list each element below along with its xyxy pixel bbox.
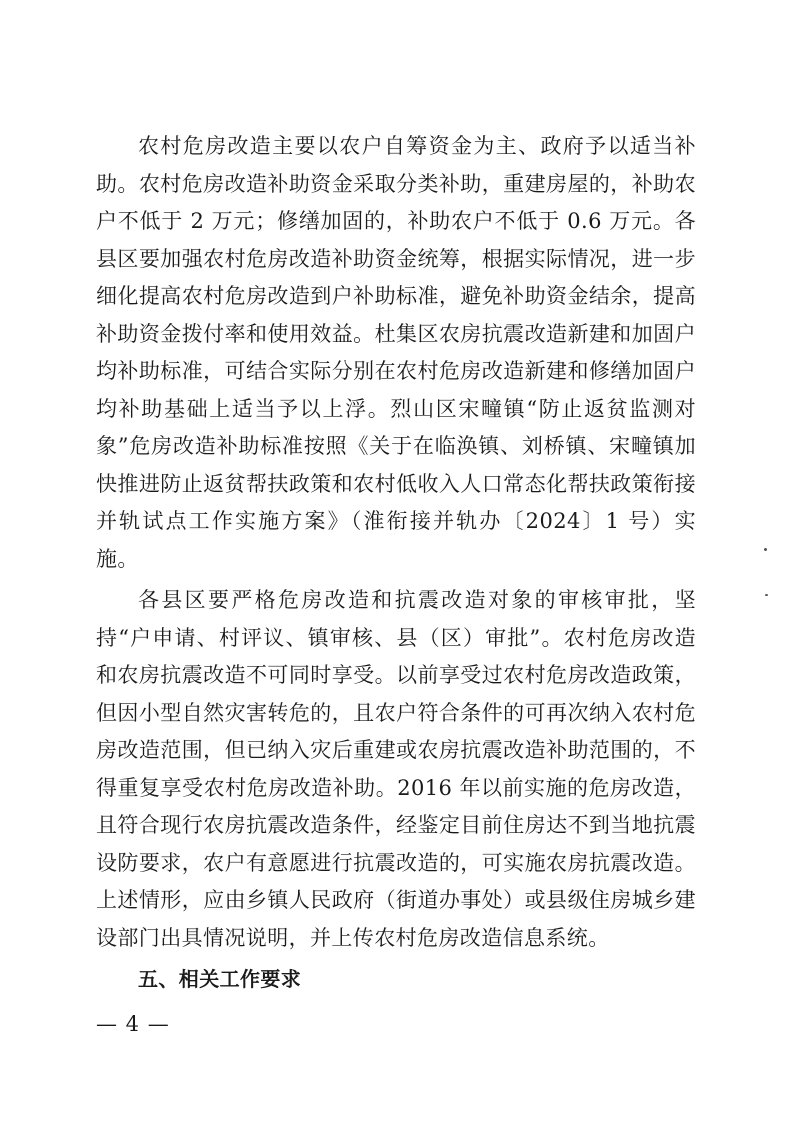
section-heading: 五、相关工作要求 [138,967,302,991]
scan-speck [764,548,767,551]
paragraph-approval-process: 各县区要严格危房改造和抗震改造对象的审核审批，坚持“户申请、村评议、镇审核、县（区）审批”。农村危房改造和农房抗震改造不可同时享受。以前享受过农村危房改造政策，但因小型自然灾害转危的，且农户符合条件的可再次纳入农村危房改造范围，但已纳入灾后重建或农房抗震改造补助范围的，不得重复享受农村危房改造补助。2016 年以前实施的危房改造，且符合现行农房抗震改造条件，经鉴定目前住房达不到当地抗震设防要求，农户有意愿进行抗震改造的，可实施农房抗震改造。上述情形，应由乡镇人民政府（街道办事处）或县级住房城乡建设部门出具情况说明，并上传农村危房改造信息系统。 [96,588,696,950]
document-body [96,128,696,999]
paragraph-subsidy-funding: 农村危房改造主要以农户自筹资金为主、政府予以适当补助。农村危房改造补助资金采取分类补助，重建房屋的，补助农户不低于 2 万元；修缮加固的，补助农户不低于 0.6 万元。各县区要加强农村危房改造补助资金统筹，根据实际情况，进一步细化提高农村危房改造到户补助标准，避免补助资金结余，提高补助资金拨付率和使用效益。杜集区农房抗震改造新建和加固户均补助标准，可结合实际分别在农村危房改造新建和修缮加固户均补助基础上适当予以上浮。烈山区宋疃镇“防止返贫监测对象”危房改造补助标准按照《关于在临涣镇、刘桥镇、宋疃镇加快推进防止返贫帮扶政策和农村低收入人口常态化帮扶政策衔接并轨试点工作实施方案》（淮衔接并轨办〔2024〕1 号）实施。 [96,134,696,571]
scan-speck [765,594,768,596]
page-number: — 4 — [96,1012,170,1036]
